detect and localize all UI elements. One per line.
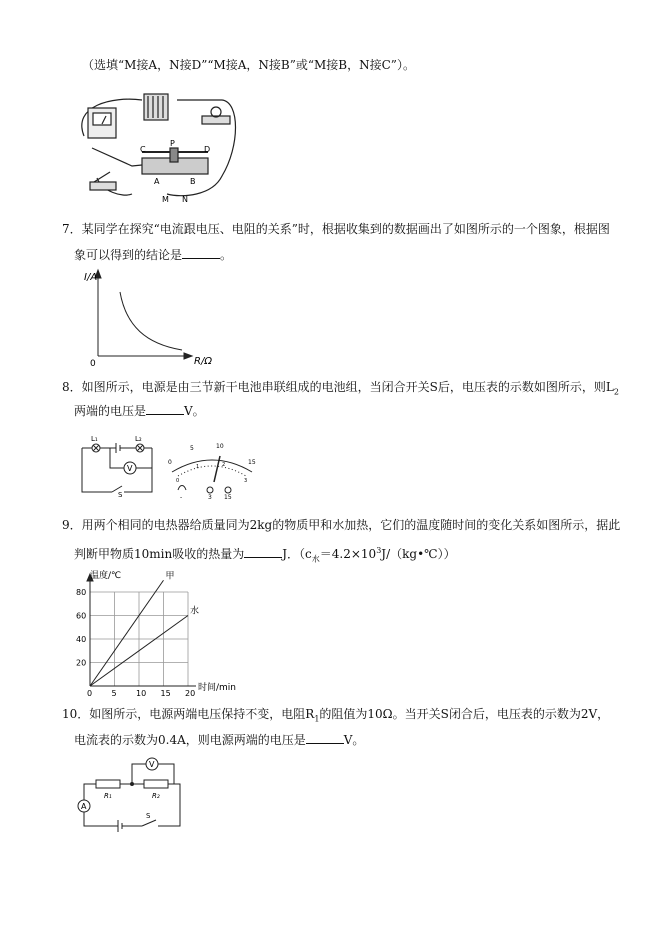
q8-inner-2: 2 — [222, 462, 226, 468]
q9-xtick-label: 0 — [87, 689, 93, 696]
q9-text-sub: 水 — [311, 554, 320, 564]
q10-a: A — [81, 802, 87, 811]
q7-text-1: 7．某同学在探究“电流跟电压、电阻的关系”时，根据收集到的数据画出了如图所示的一个图象，根据图 — [62, 222, 610, 236]
q7-text-3: 。 — [220, 248, 233, 262]
q8-line2 — [74, 403, 205, 419]
q10-text-4: V。 — [343, 733, 365, 747]
label-m: M — [162, 195, 169, 204]
q7-text-2: 象可以得到的结论是 — [74, 248, 183, 262]
q9-ytick-label: 60 — [76, 611, 87, 621]
q8-l1: L₁ — [91, 435, 98, 443]
q9-xtick-label: 5 — [111, 689, 117, 696]
q9-xtick-label: 15 — [160, 689, 171, 696]
q8-tick-5: 5 — [190, 445, 194, 452]
q8-s: S — [118, 491, 123, 498]
q7-graph — [82, 266, 232, 370]
q9-series-line-0 — [90, 580, 164, 686]
q9-series-label-1: 水 — [190, 606, 200, 617]
q9-ytick-label: 80 — [76, 588, 87, 597]
q8-inner-1: 1 — [196, 464, 200, 470]
q10-v: V — [149, 760, 155, 769]
q9-xlabel: 时间/min — [198, 683, 237, 693]
q8-l2: L₂ — [135, 435, 142, 443]
q7-curve — [120, 292, 182, 350]
q7-line2 — [74, 247, 232, 263]
q7-x-arrow — [184, 353, 192, 359]
q8-answer-blank[interactable] — [146, 403, 184, 415]
q9-answer-blank[interactable] — [244, 546, 282, 558]
q7-origin: 0 — [90, 359, 96, 369]
q9-text-sup: 3 — [376, 546, 382, 555]
label-a: A — [154, 177, 160, 186]
q9-series-label-0: 甲 — [165, 571, 175, 582]
q7-xlabel: R/Ω — [194, 356, 212, 367]
q8-voltmeter-dial — [166, 438, 258, 500]
q10-answer-blank[interactable] — [306, 732, 344, 744]
q10-r1: R₁ — [104, 792, 112, 800]
q9-ytick-label: 40 — [76, 635, 87, 644]
q8-term-15: 15 — [224, 494, 232, 500]
q8-text-1: 8．如图所示，电源是由三节新干电池串联组成的电池组，当闭合开关S后，电压表的示数如图所示，则L — [62, 380, 614, 394]
q8-tick-0: 0 — [168, 459, 172, 466]
label-p: P — [170, 139, 175, 148]
q8-line1 — [62, 379, 619, 400]
q7-ylabel: I/A — [84, 272, 98, 283]
q8-term-3: 3 — [208, 494, 212, 500]
q10-text-2: 的阻值为10Ω。当开关S闭合后，电压表的示数为2V， — [319, 707, 610, 721]
label-d: D — [204, 145, 211, 154]
q10-circuit — [76, 752, 188, 832]
q9-text-3: J．（c — [282, 547, 312, 561]
q8-circuit — [78, 434, 160, 498]
q8-tick-15: 15 — [248, 459, 256, 466]
q10-text-3: 电流表的示数为0.4A，则电源两端的电压是 — [74, 733, 306, 747]
q10-r2: R₂ — [152, 792, 160, 800]
q9-ytick-label: 20 — [76, 658, 87, 668]
q9-text-4: ＝4.2×10 — [319, 547, 377, 561]
q9-line1 — [62, 517, 620, 533]
q10-s: S — [146, 812, 151, 820]
q8-inner-0: 0 — [176, 478, 180, 484]
q6-apparatus-figure — [72, 86, 242, 206]
label-b: B — [190, 177, 196, 186]
q9-text-1: 9．用两个相同的电热器给质量同为2kg的物质甲和水加热，它们的温度随时间的变化关系如图所示，据此 — [62, 518, 621, 532]
q8-term-neg: - — [180, 494, 183, 500]
q9-text-2: 判断甲物质10min吸收的热量为 — [74, 547, 245, 561]
q8-tick-10: 10 — [216, 443, 224, 450]
q10-line1 — [62, 706, 609, 727]
label-n: N — [182, 195, 188, 204]
q8-text-2: 两端的电压是 — [74, 404, 147, 418]
q9-axes — [87, 574, 196, 686]
q9-line2 — [74, 543, 456, 567]
q7-answer-blank[interactable] — [182, 247, 220, 259]
q8-v: V — [127, 464, 133, 473]
q9-xtick-label: 10 — [136, 689, 147, 696]
q8-inner-3: 3 — [244, 478, 248, 484]
q10-line2 — [74, 732, 364, 748]
q9-xtick-label: 20 — [185, 689, 196, 696]
q10-text-1: 10．如图所示，电源两端电压保持不变，电阻R — [62, 707, 315, 721]
q8-text-sub: 2 — [613, 387, 619, 397]
q6-text: （选填“M接A，N接D”“M接A，N接B”或“M接B，N接C”）。 — [82, 58, 415, 72]
q7-line1 — [62, 221, 610, 237]
q9-chart — [72, 566, 250, 696]
q9-ylabel: 温度/℃ — [90, 571, 122, 581]
q9-grid — [90, 592, 188, 686]
label-c: C — [140, 145, 146, 154]
q9-text-5: J/（kg•℃）） — [381, 547, 456, 561]
q10-text-sub: 1 — [314, 714, 320, 724]
q6-line1 — [82, 57, 415, 73]
q8-text-3: V。 — [184, 404, 205, 418]
